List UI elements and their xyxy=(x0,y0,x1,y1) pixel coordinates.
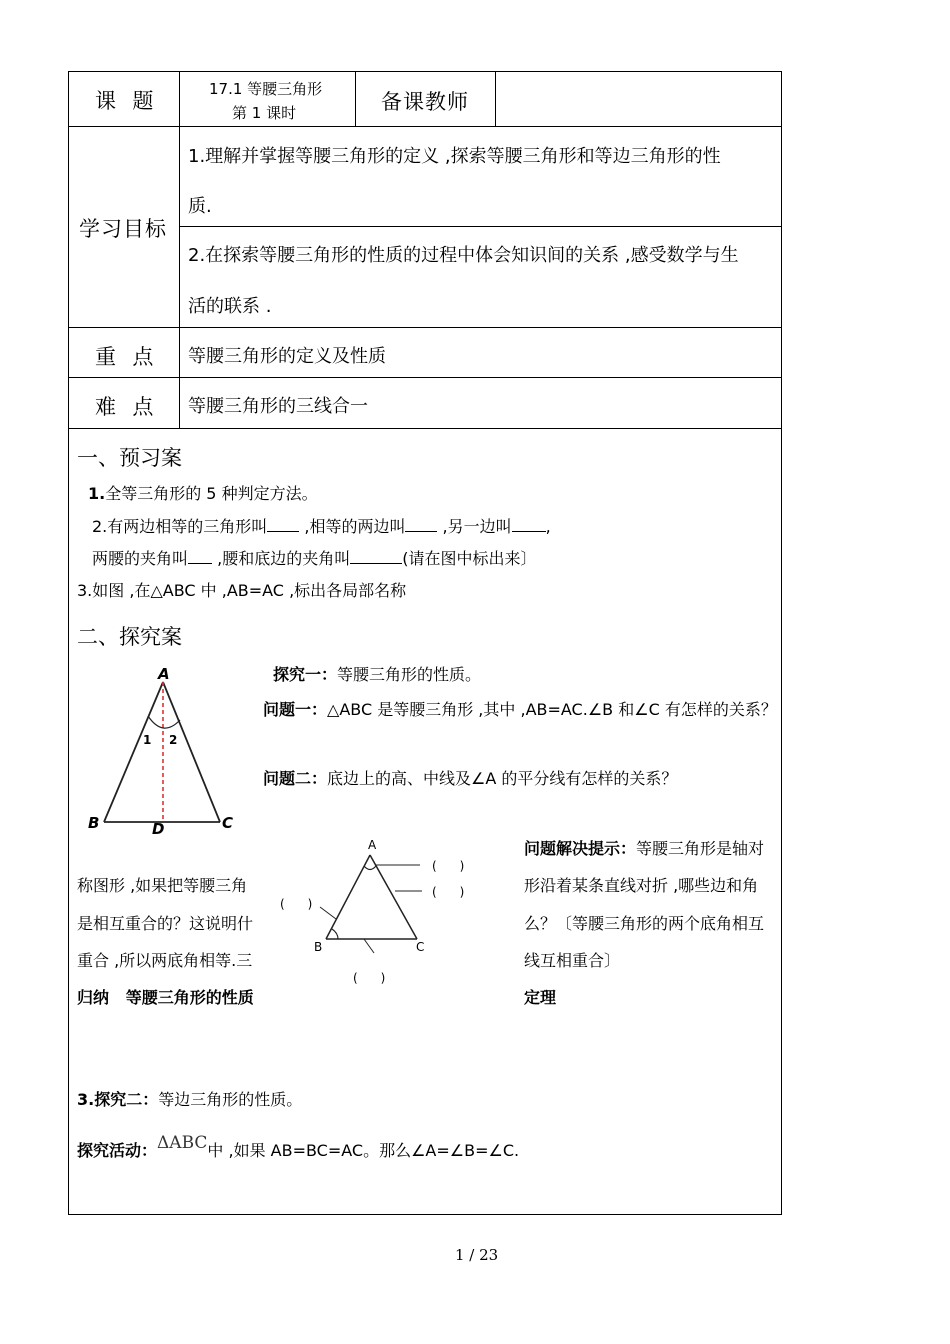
problem-2-label: 问题二： xyxy=(263,769,328,788)
q1-number: 1. xyxy=(88,484,106,503)
paren-blank-1[interactable]: ( ) xyxy=(432,859,465,873)
label-angle-1: 1 xyxy=(143,733,152,747)
blank-isosceles[interactable] xyxy=(267,517,299,532)
objectives-label: 学习目标 xyxy=(79,217,167,241)
key-point-label: 重 点 xyxy=(95,345,155,369)
activity-label: 探究活动： xyxy=(77,1141,158,1160)
label-b: B xyxy=(88,814,100,832)
topic-line-2: 第 1 课时 xyxy=(232,104,297,122)
key-point-value: 等腰三角形的定义及性质 xyxy=(188,346,386,367)
q2-part-c: ,另一边叫 xyxy=(437,517,512,536)
hint-line-1 xyxy=(524,836,764,859)
hint-line-4: 线互相重合〕 xyxy=(524,951,621,970)
objective-1-line-1: 1.理解并掌握等腰三角形的定义 ,探索等腰三角形和等边三角形的性 xyxy=(188,146,721,167)
teacher-label: 备课教师 xyxy=(381,90,469,114)
preview-question-2-line-1 xyxy=(92,514,551,537)
q2-part-a: 2.有两边相等的三角形叫 xyxy=(92,517,268,536)
explore-activity xyxy=(77,1133,520,1161)
explore-1-label: 探究一： xyxy=(273,665,338,684)
objective-2-line-1: 2.在探索等腰三角形的性质的过程中体会知识间的关系 ,感受数学与生 xyxy=(188,245,739,266)
paren-blank-2[interactable]: ( ) xyxy=(432,885,465,899)
pointer-base xyxy=(364,939,374,953)
blank-base[interactable] xyxy=(512,517,546,532)
fig2-label-a: A xyxy=(368,838,377,852)
problem-2-text: 底边上的高、中线及∠A 的平分线有怎样的关系？ xyxy=(327,769,678,788)
fig2-arc-b xyxy=(332,929,338,939)
hint-label: 问题解决提示： xyxy=(524,839,637,858)
label-a: A xyxy=(158,665,170,683)
blank-legs[interactable] xyxy=(405,517,437,532)
hint-line-3: 么？〔等腰三角形的两个底角相互 xyxy=(524,914,765,933)
topic-label: 课 题 xyxy=(95,89,155,113)
preview-question-2-line-2 xyxy=(92,546,536,569)
q2-part-f: ,腰和底边的夹角叫 xyxy=(212,549,351,568)
problem-1-label: 问题一： xyxy=(263,700,328,719)
paren-blank-3[interactable]: ( ) xyxy=(280,897,313,911)
label-d: D xyxy=(152,820,165,838)
page-number: 1 / 23 xyxy=(455,1246,499,1264)
side-ab xyxy=(104,682,163,822)
fig2-side-ab xyxy=(326,855,370,939)
q2-part-e: 两腰的夹角叫 xyxy=(92,549,189,568)
label-c: C xyxy=(222,814,234,832)
left-text-line-2: 是相互重合的？这说明什 xyxy=(77,914,254,933)
summary-label: 归纳 等腰三角形的性质 xyxy=(77,988,254,1007)
explore-2 xyxy=(77,1087,302,1110)
problem-1 xyxy=(263,697,777,720)
objective-1-line-2: 质. xyxy=(188,196,212,217)
preview-question-3: 3.如图 ,在△ABC 中 ,AB=AC ,标出各局部名称 xyxy=(77,581,407,600)
explore-heading: 二、探究案 xyxy=(77,625,182,649)
label-angle-2: 2 xyxy=(169,733,178,747)
theorem-label: 定理 xyxy=(524,988,557,1007)
difficulty-value: 等腰三角形的三线合一 xyxy=(188,396,368,417)
side-ac xyxy=(163,682,220,822)
preview-question-1 xyxy=(88,481,318,504)
triangle-symbol: ΔABC xyxy=(157,1133,208,1153)
problem-1-text: △ABC 是等腰三角形 ,其中 ,AB=AC.∠B 和∠C 有怎样的关系？ xyxy=(327,700,777,719)
triangle-figure-2 xyxy=(276,833,501,993)
difficulty-label: 难 点 xyxy=(95,395,155,419)
topic-line-1: 17.1 等腰三角形 xyxy=(209,80,323,98)
explore-2-text: 等边三角形的性质。 xyxy=(158,1090,303,1109)
triangle-figure-1 xyxy=(84,662,244,842)
preview-heading: 一、预习案 xyxy=(77,446,182,470)
left-text-line-1: 称图形 ,如果把等腰三角 xyxy=(77,876,248,895)
fig2-label-b: B xyxy=(314,940,323,954)
fig2-side-ac xyxy=(370,855,417,939)
fig2-label-c: C xyxy=(416,940,425,954)
angle-arc xyxy=(148,716,180,728)
fig2-arc-a xyxy=(364,866,376,870)
pointer-base-angle xyxy=(320,907,336,919)
blank-base-angle[interactable] xyxy=(350,549,402,564)
q2-part-d: , xyxy=(545,517,551,536)
left-text-line-3: 重合 ,所以两底角相等.三 xyxy=(77,951,253,970)
hint-text-1: 等腰三角形是轴对 xyxy=(636,839,765,858)
objective-2-line-2: 活的联系 . xyxy=(188,296,272,317)
q2-part-g: (请在图中标出来〕 xyxy=(402,549,537,568)
paren-blank-4[interactable]: ( ) xyxy=(353,971,386,985)
q2-part-b: ,相等的两边叫 xyxy=(299,517,406,536)
activity-text: 中 ,如果 AB=BC=AC。那么∠A=∠B=∠C. xyxy=(207,1141,520,1160)
explore-1-text: 等腰三角形的性质。 xyxy=(337,665,482,684)
blank-vertex-angle[interactable] xyxy=(188,549,212,564)
q1-text: 全等三角形的 5 种判定方法。 xyxy=(105,484,318,503)
problem-2 xyxy=(263,766,677,789)
explore-1 xyxy=(273,662,481,685)
hint-line-2: 形沿着某条直线对折 ,哪些边和角 xyxy=(524,876,759,895)
explore-2-label: 3.探究二： xyxy=(77,1090,159,1109)
